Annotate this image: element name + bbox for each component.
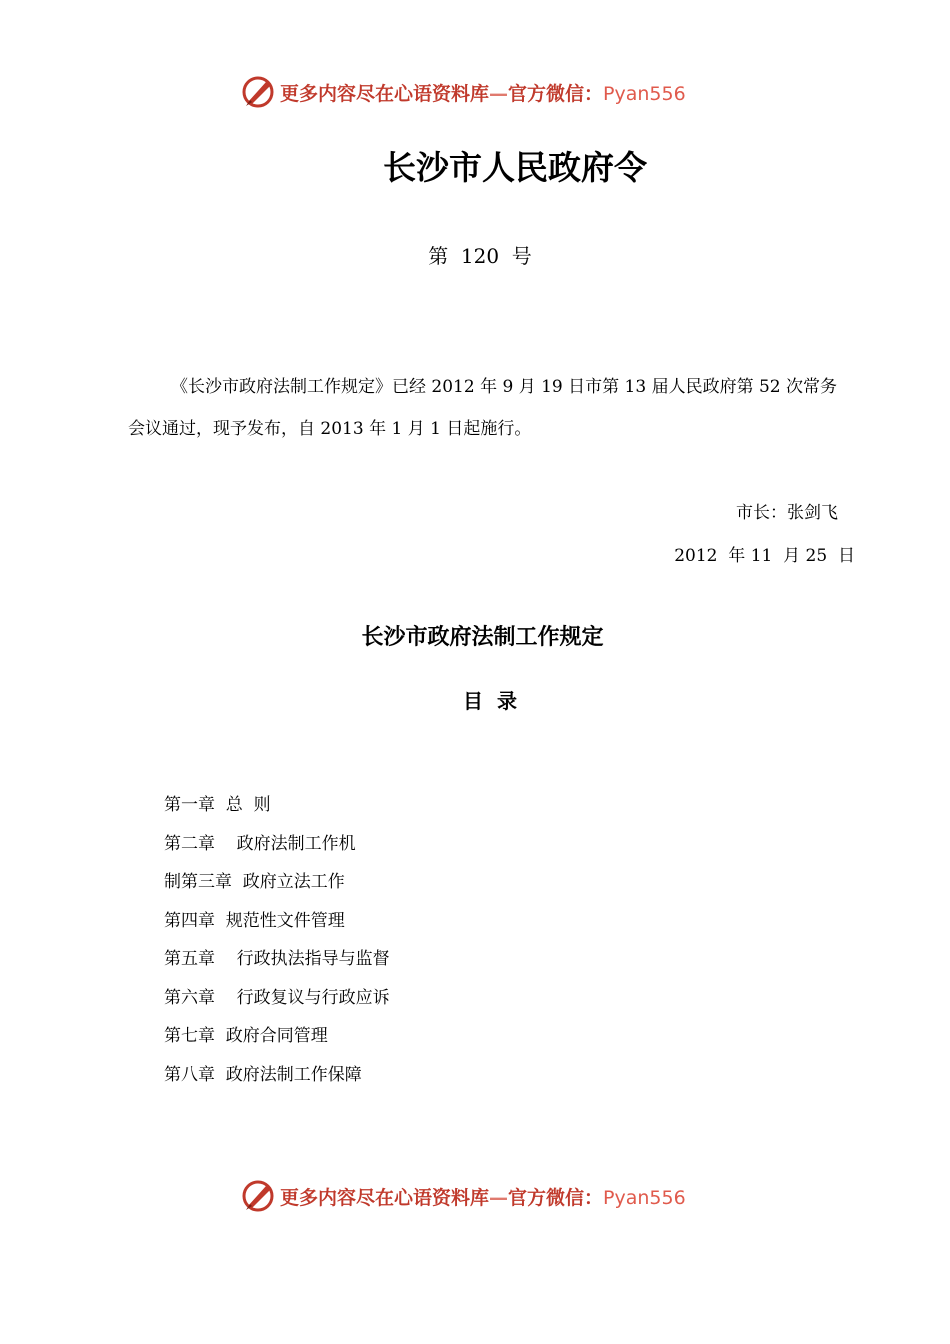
watermark-text	[280, 79, 686, 106]
watermark-sep: —	[489, 82, 509, 105]
document-title: 长沙市人民政府令	[383, 148, 647, 187]
toc-item: 第五章 行政执法指导与监督	[164, 949, 390, 969]
pen-seal-icon	[240, 1178, 276, 1214]
toc-item: 第一章 总 则	[164, 795, 271, 815]
toc-item: 第八章 政府法制工作保障	[164, 1064, 362, 1085]
watermark-text	[280, 1183, 686, 1210]
toc-item: 制第三章 政府立法工作	[164, 872, 345, 892]
regulation-title: 长沙市政府法制工作规定	[361, 625, 604, 650]
watermark-official: 官方微信：	[508, 82, 604, 105]
toc-title: 目 录	[463, 689, 517, 713]
watermark-official: 官方微信：	[508, 1186, 604, 1209]
table-of-contents	[164, 786, 390, 1094]
toc-item: 第二章 政府法制工作机	[164, 833, 356, 854]
toc-item: 第七章 政府合同管理	[164, 1026, 328, 1046]
toc-item: 第六章 行政复议与行政应诉	[164, 987, 390, 1008]
watermark-main: 更多内容尽在心语资料库	[280, 1186, 490, 1209]
sign-date: 2012 年 11 月 25 日	[674, 546, 855, 566]
announcement-paragraph	[128, 366, 863, 450]
watermark-sep: —	[489, 1186, 509, 1209]
watermark-main: 更多内容尽在心语资料库	[280, 82, 490, 105]
watermark-account: Pyan556	[603, 82, 686, 105]
signer: 市长：张剑飞	[736, 503, 838, 523]
pen-seal-icon	[240, 74, 276, 110]
order-number: 第 120 号	[428, 244, 532, 268]
watermark-bottom	[240, 1176, 740, 1216]
watermark-account: Pyan556	[603, 1186, 686, 1209]
announcement-line-2: 会议通过，现予发布，自 2013 年 1 月 1 日起施行。	[128, 419, 532, 439]
toc-item: 第四章 规范性文件管理	[164, 910, 345, 931]
announcement-line-1: 《长沙市政府法制工作规定》已经 2012 年 9 月 19 日市第 13 届人民政府第 52 次常务	[171, 377, 838, 397]
watermark-top	[240, 72, 740, 112]
